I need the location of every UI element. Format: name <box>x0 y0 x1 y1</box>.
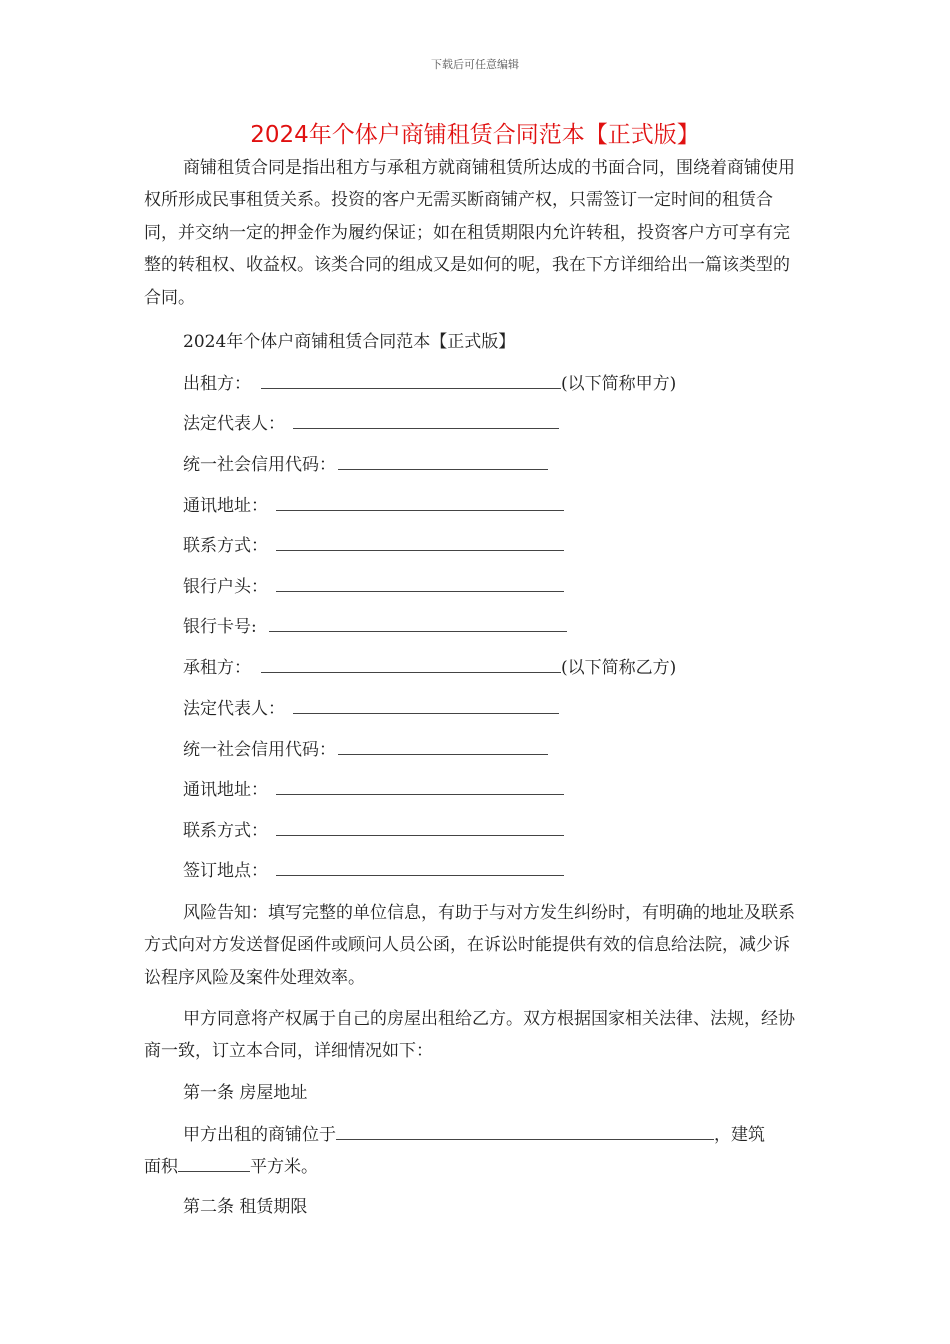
lessor-rep-row <box>183 410 559 437</box>
document-title: 2024年个体户商铺租赁合同范本【正式版】 <box>250 122 700 148</box>
lessor-rep-label: 法定代表人： <box>183 414 285 434</box>
lessor-name-label: 出租方： <box>183 374 251 394</box>
lessor-bank-label: 银行户头： <box>183 577 268 597</box>
article-1-text-b: ，建筑 <box>714 1125 765 1145</box>
article-2-heading: 第二条 租赁期限 <box>183 1197 308 1217</box>
lessor-contact-row <box>183 532 564 559</box>
lessee-contact-row <box>183 817 564 844</box>
lessor-bank-row <box>183 573 564 600</box>
lessee-rep-label: 法定代表人： <box>183 699 285 719</box>
lessee-name-suffix: (以下简称乙方) <box>561 658 677 678</box>
lessee-address-label: 通讯地址： <box>183 780 268 800</box>
article-1-heading: 第一条 房屋地址 <box>183 1083 308 1103</box>
lessor-contact-label: 联系方式： <box>183 536 268 556</box>
agreement-paragraph: 甲方同意将产权属于自己的房屋出租给乙方。双方根据国家相关法律、法规，经协商一致，订立本合同，详细情况如下： <box>144 1009 795 1062</box>
intro-paragraph: 商铺租赁合同是指出租方与承租方就商铺租赁所达成的书面合同，围绕着商铺使用权所形成民事租赁关系。投资的客户无需买断商铺产权，只需签订一定时间的租赁合同，并交纳一定的押金作为履约保证；如在租赁期限内允许转租，投资客户方可享有完整的转租权、收益权。该类合同的组成又是如何的呢，我在下方详细给出一篇该类型的合同。 <box>144 158 795 308</box>
lessor-card-label: 银行卡号: <box>183 617 257 637</box>
lessee-sign-label: 签订地点： <box>183 861 268 881</box>
lessee-contact-label: 联系方式： <box>183 821 268 841</box>
risk-notice-paragraph: 风险告知：填写完整的单位信息，有助于与对方发生纠纷时，有明确的地址及联系方式向对方发送督促函件或顾问人员公函，在诉讼时能提供有效的信息给法院，减少诉讼程序风险及案件处理效率。 <box>144 903 795 988</box>
article-1-line-2 <box>144 1153 318 1180</box>
article-1-line-1 <box>183 1121 765 1148</box>
lessee-name-field[interactable] <box>261 654 561 673</box>
lessee-name-label: 承租方： <box>183 658 251 678</box>
lessor-credit-label: 统一社会信用代码： <box>183 455 336 475</box>
lessee-credit-row <box>183 736 548 763</box>
lessor-card-row <box>183 613 567 640</box>
lessee-credit-field[interactable] <box>338 736 548 755</box>
lessee-rep-field[interactable] <box>293 695 559 714</box>
article-1-text-c: 面积 <box>144 1157 178 1177</box>
lessee-address-row <box>183 776 564 803</box>
lessor-name-field[interactable] <box>261 370 561 389</box>
lessee-rep-row <box>183 695 559 722</box>
lessor-rep-field[interactable] <box>293 410 559 429</box>
page-header: 下载后可任意编辑 <box>431 58 519 71</box>
area-field[interactable] <box>178 1153 250 1172</box>
lessor-address-label: 通讯地址： <box>183 496 268 516</box>
lessor-address-field[interactable] <box>276 492 564 511</box>
lessor-name-suffix: (以下简称甲方) <box>561 374 677 394</box>
article-1-text-d: 平方米。 <box>250 1157 318 1177</box>
shop-location-field[interactable] <box>336 1121 714 1140</box>
article-1-text-a: 甲方出租的商铺位于 <box>183 1125 336 1145</box>
lessor-contact-field[interactable] <box>276 532 564 551</box>
lessor-credit-row <box>183 451 548 478</box>
lessee-credit-label: 统一社会信用代码： <box>183 740 336 760</box>
lessee-address-field[interactable] <box>276 776 564 795</box>
lessee-name-row <box>183 654 676 681</box>
lessor-name-row <box>183 370 676 397</box>
lessee-contact-field[interactable] <box>276 817 564 836</box>
sign-location-field[interactable] <box>276 857 564 876</box>
lessor-bank-field[interactable] <box>276 573 564 592</box>
lessee-sign-row <box>183 857 564 884</box>
lessor-address-row <box>183 492 564 519</box>
contract-subtitle: 2024年个体户商铺租赁合同范本【正式版】 <box>183 332 516 352</box>
lessor-credit-field[interactable] <box>338 451 548 470</box>
lessor-card-field[interactable] <box>269 613 567 632</box>
